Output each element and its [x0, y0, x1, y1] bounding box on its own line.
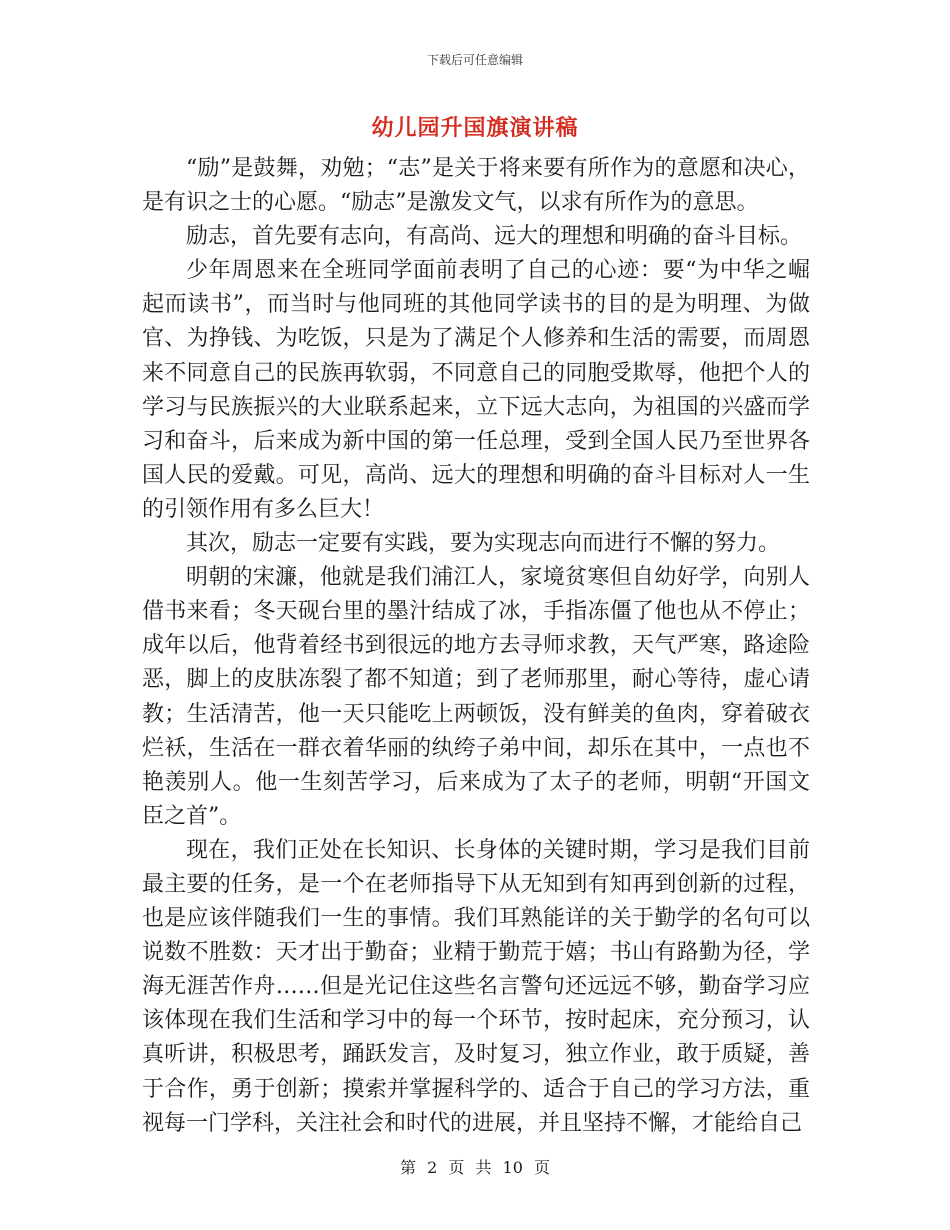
document-title: 幼儿园升国旗演讲稿 [371, 116, 579, 141]
paragraph: 明朝的宋濂，他就是我们浦江人，家境贫寒但自幼好学，向别人借书来看；冬天砚台里的墨汁结成了冰，手指冻僵了他也从不停止；成年以后，他背着经书到很远的地方去寻师求教，天气严寒，路途险恶，脚上的皮肤冻裂了都不知道；到了老师那里，耐心等待，虚心请教；生活清苦，他一天只能吃上两顿饭，没有鲜美的鱼肉，穿着破衣烂袄，生活在一群衣着华丽的纨绔子弟中间，却乐在其中，一点也不艳羡别人。他一生刻苦学习，后来成为了太子的老师，明朝“开国文臣之首”。 [142, 565, 810, 829]
paragraph: 少年周恩来在全班同学面前表明了自己的心迹：要“为中华之崛起而读书”，而当时与他同班的其他同学读书的目的是为明理、为做官、为挣钱、为吃饭，只是为了满足个人修养和生活的需要，而周恩来不同意自己的民族再软弱，不同意自己的同胞受欺辱，他把个人的学习与民族振兴的大业联系起来，立下远大志向，为祖国的兴盛而学习和奋斗，后来成为新中国的第一任总理，受到全国人民乃至世界各国人民的爱戴。可见，高尚、远大的理想和明确的奋斗目标对人一生的引领作用有多么巨大！ [142, 258, 810, 522]
document-body [142, 152, 810, 1141]
page-number-footer: 第 2 页 共 10 页 [400, 1158, 550, 1177]
page-header: 下载后可任意编辑 [426, 53, 523, 67]
paragraph: 其次，励志一定要有实践，要为实现志向而进行不懈的努力。 [186, 531, 781, 557]
paragraph: “励”是鼓舞，劝勉；“志”是关于将来要有所作为的意愿和决心，是有识之士的心愿。“励志”是激发文气，以求有所作为的意思。 [142, 156, 810, 216]
paragraph: 现在，我们正处在长知识、长身体的关键时期，学习是我们目前最主要的任务，是一个在老师指导下从无知到有知再到创新的过程，也是应该伴随我们一生的事情。我们耳熟能详的关于勤学的名句可以说数不胜数：天才出于勤奋；业精于勤荒于嬉；书山有路勤为径，学海无涯苦作舟……但是光记住这些名言警句还远远不够，勤奋学习应该体现在我们生活和学习中的每一个环节，按时起床，充分预习，认真听讲，积极思考，踊跃发言，及时复习，独立作业，敢于质疑，善于合作，勇于创新；摸索并掌握科学的、适合于自己的学习方法，重视每一门学科，关注社会和时代的进展，并且坚持不懈，才能给自己 [142, 837, 810, 1136]
paragraph: 励志，首先要有志向，有高尚、远大的理想和明确的奋斗目标。 [186, 224, 803, 250]
